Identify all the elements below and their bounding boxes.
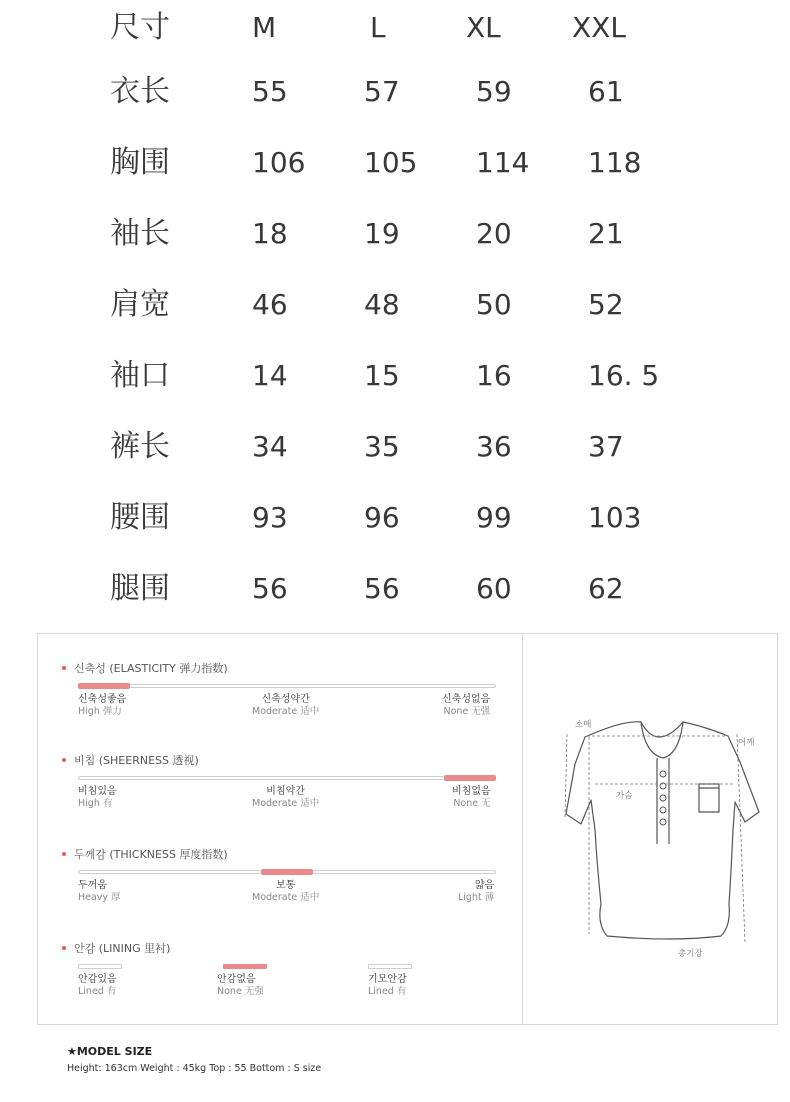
- header-size-l: L: [370, 11, 386, 44]
- garment-diagram: [523, 634, 778, 1024]
- length-label: 총기장: [678, 949, 703, 959]
- cell-size-xxl: 103: [588, 501, 642, 534]
- lining-lined-label: 안감있음 Lined 有: [78, 974, 117, 997]
- elasticity-level-indicator: [78, 683, 130, 689]
- cell-size-xl: 99: [476, 501, 512, 534]
- lining-brushed-label: 기모안감 Lined 有: [368, 974, 407, 997]
- cell-size-l: 15: [364, 359, 400, 392]
- bullet-dot-icon: [62, 852, 66, 856]
- cell-size-xl: 59: [476, 75, 512, 108]
- size-table-row: [0, 275, 790, 335]
- row-label: 衣长: [110, 74, 170, 109]
- cell-size-xxl: 52: [588, 288, 624, 321]
- thickness-level-indicator: [261, 869, 313, 875]
- size-table-row: [0, 133, 790, 193]
- cell-size-m: 55: [252, 75, 288, 108]
- cell-size-xxl: 118: [588, 146, 642, 179]
- elasticity-title: 신축성 (ELASTICITY 弹力指数): [62, 660, 228, 676]
- row-label: 胸围: [110, 145, 170, 180]
- cell-size-xxl: 62: [588, 572, 624, 605]
- size-table-row: [0, 417, 790, 477]
- cell-size-m: 56: [252, 572, 288, 605]
- cell-size-xl: 20: [476, 217, 512, 250]
- cell-size-l: 35: [364, 430, 400, 463]
- cell-size-xl: 36: [476, 430, 512, 463]
- cell-size-l: 57: [364, 75, 400, 108]
- header-label: 尺寸: [110, 10, 170, 45]
- chest-label: 가슴: [616, 791, 633, 801]
- size-table-header: [0, 0, 790, 58]
- bullet-dot-icon: [62, 758, 66, 762]
- row-label: 腿围: [110, 571, 170, 606]
- cell-size-xxl: 21: [588, 217, 624, 250]
- thickness-heavy-label: 두꺼움 Heavy 厚: [78, 880, 121, 903]
- size-table-row: [0, 204, 790, 264]
- header-size-m: M: [252, 11, 277, 44]
- sheerness-title: 비침 (SHEERNESS 透视): [62, 752, 199, 768]
- elasticity-scale-bar: [78, 684, 496, 688]
- cell-size-xxl: 61: [588, 75, 624, 108]
- lining-title: 안감 (LINING 里衬): [62, 940, 170, 956]
- sheerness-high-label: 비침있음 High 有: [78, 786, 117, 809]
- cell-size-xl: 114: [476, 146, 530, 179]
- fabric-detail-panel: [37, 633, 778, 1025]
- size-table-row: [0, 346, 790, 406]
- row-label: 袖长: [110, 216, 170, 251]
- cell-size-m: 106: [252, 146, 306, 179]
- elasticity-none-label: 신축성없음 None 无强: [442, 694, 491, 717]
- row-label: 袖口: [110, 358, 170, 393]
- cell-size-m: 34: [252, 430, 288, 463]
- sheerness-level-indicator: [444, 775, 496, 781]
- cell-size-l: 105: [364, 146, 418, 179]
- cell-size-l: 48: [364, 288, 400, 321]
- cell-size-xl: 16: [476, 359, 512, 392]
- cell-size-xxl: 16. 5: [588, 359, 660, 392]
- thickness-moderate-label: 보통 Moderate 适中: [252, 880, 320, 903]
- cell-size-m: 14: [252, 359, 288, 392]
- cell-size-l: 19: [364, 217, 400, 250]
- cell-size-m: 18: [252, 217, 288, 250]
- elasticity-moderate-label: 신축성약간 Moderate 适中: [252, 694, 320, 717]
- cell-size-xl: 60: [476, 572, 512, 605]
- header-size-xxl: XXL: [572, 11, 626, 44]
- cell-size-l: 96: [364, 501, 400, 534]
- sheerness-moderate-label: 비침약간 Moderate 适中: [252, 786, 320, 809]
- lining-option-lined: [78, 964, 122, 969]
- sleeve-label: 소매: [575, 720, 592, 730]
- lining-option-brushed: [368, 964, 412, 969]
- row-label: 腰围: [110, 500, 170, 535]
- thickness-title: 두께감 (THICKNESS 厚度指数): [62, 846, 228, 862]
- size-table-row: [0, 62, 790, 122]
- row-label: 肩宽: [110, 287, 170, 322]
- cell-size-m: 93: [252, 501, 288, 534]
- bullet-dot-icon: [62, 946, 66, 950]
- model-size-title: ★MODEL SIZE: [67, 1045, 153, 1058]
- size-table-row: [0, 488, 790, 548]
- cell-size-l: 56: [364, 572, 400, 605]
- cell-size-xxl: 37: [588, 430, 624, 463]
- thickness-light-label: 얇음 Light 薄: [458, 880, 495, 903]
- sheerness-none-label: 비침없음 None 无: [452, 786, 491, 809]
- model-size-info: [67, 1045, 321, 1074]
- cell-size-xl: 50: [476, 288, 512, 321]
- size-table-row: [0, 559, 790, 619]
- lining-none-label: 안감없음 None 无强: [217, 974, 264, 997]
- cell-size-m: 46: [252, 288, 288, 321]
- sheerness-scale-bar: [78, 776, 496, 780]
- shirt-outline-icon: [523, 634, 778, 1024]
- row-label: 裤长: [110, 429, 170, 464]
- bullet-dot-icon: [62, 666, 66, 670]
- header-size-xl: XL: [466, 11, 501, 44]
- shoulder-label: 어깨: [738, 738, 755, 748]
- elasticity-high-label: 신축성좋음 High 弹力: [78, 694, 127, 717]
- model-size-details: Height: 163cm Weight : 45kg Top : 55 Bottom : S size: [67, 1063, 322, 1074]
- lining-option-none: [223, 964, 267, 969]
